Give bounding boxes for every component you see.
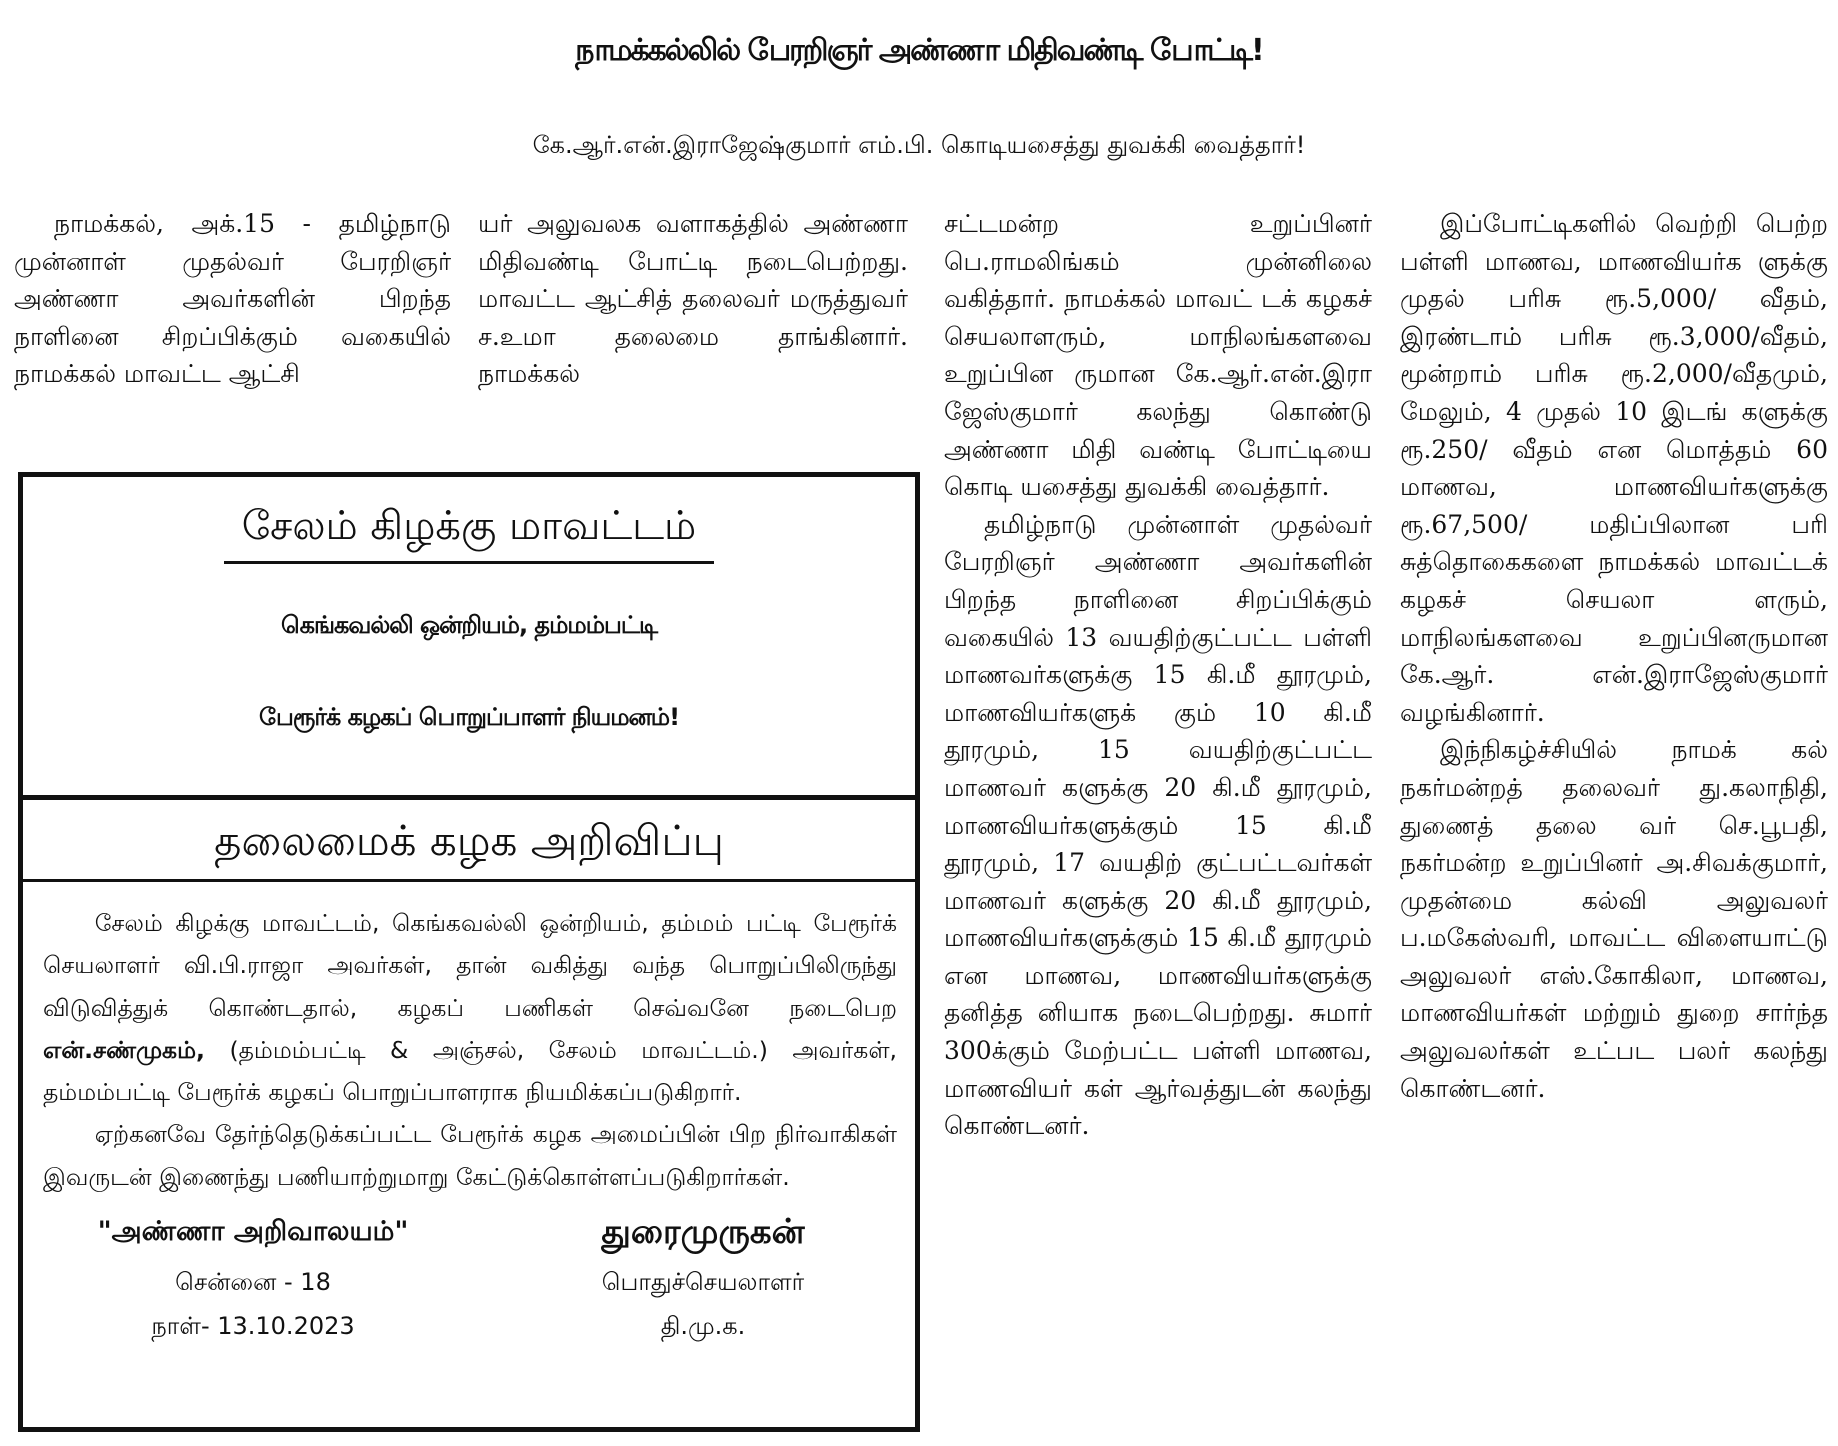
headline: நாமக்கல்லில் பேரறிஞர் அண்ணா மிதிவண்டி போட்டி!	[575, 33, 1263, 68]
notice-title-line-2: பேரூர்க் கழகப் பொறுப்பாளர் நியமனம்!	[258, 703, 680, 731]
notice-region-label: சேலம் கிழக்கு மாவட்டம்	[224, 495, 714, 564]
article-column-3	[944, 205, 1372, 1431]
article-paragraph: சட்டமன்ற உறுப்பினர் பெ.ராமலிங்கம் முன்னிலை வகித்தார். நாமக்கல் மாவட் டக் கழகச் செயலாளரும், மாநிலங்களவை உறுப்பின ருமான கே.ஆர்.என்.இரா ஜேஸ்குமார் கலந்து கொண்டு அண்ணா மிதி வண்டி போட்டியை கொடி யசைத்து துவக்கி வைத்தார்.	[944, 209, 1372, 502]
office-city: சென்னை - 18	[175, 1268, 331, 1297]
article-paragraph: இப்போட்டிகளில் வெற்றி பெற்ற பள்ளி மாணவ, மாணவியர்க ளுக்கு முதல் பரிசு ரூ.5,000/ வீதம், இரண்டாம் பரிசு ரூ.3,000/வீதம், மூன்றாம் பரிசு ரூ.2,000/வீதமும், மேலும், 4 முதல் 10 இடங் களுக்கு ரூ.250/ வீதம் என மொத்தம் 60 மாணவ, மாணவியர்களுக்கு ரூ.67,500/ மதிப்பிலான பரி சுத்தொகைகளை நாமக்கல் மாவட்டக் கழகச் செயலா ளரும், மாநிலங்களவை உறுப்பினருமான கே.ஆர். என்.இராஜேஸ்குமார் வழங்கினார்.	[1400, 209, 1828, 727]
article-paragraph: இந்நிகழ்ச்சியில் நாமக் கல் நகர்மன்றத் தலைவர் து.கலாநிதி, துணைத் தலை வர் செ.பூபதி, நகர்மன்ற உறுப்பினர் அ.சிவக்குமார், முதன்மை கல்வி அலுவலர் ப.மகேஸ்வரி, மாவட்ட விளையாட்டு அலுவலர் எஸ்.கோகிலா, மாணவ, மாணவியர்கள் மற்றும் துறை சார்ந்த அலுவலர்கள் உட்பட பலர் கலந்து கொண்டனர்.	[1400, 735, 1828, 1103]
notice-text: (தம்மம்பட்டி & அஞ்சல், சேலம் மாவட்டம்.) அவர்கள், தம்மம்பட்டி பேரூர்க் கழகப் பொறுப்பாளராக நியமிக்கப்படுகிறார்.	[43, 1035, 897, 1107]
subheadline: கே.ஆர்.என்.இராஜேஷ்குமார் எம்.பி. கொடியசைத்து துவக்கி வைத்தார்!	[532, 131, 1306, 159]
notice-signature-block	[23, 1204, 915, 1374]
notice-paragraph	[43, 902, 897, 1113]
notice-signatory	[553, 1204, 853, 1348]
notice-title-line-1: கெங்கவல்லி ஒன்றியம், தம்மம்பட்டி	[280, 611, 658, 639]
office-name: "அண்ணா அறிவாலயம்"	[97, 1216, 409, 1248]
notice-header	[23, 477, 915, 795]
notice-paragraph: ஏற்கனவே தேர்ந்தெடுக்கப்பட்ட பேரூர்க் கழக அமைப்பின் பிற நிர்வாகிகள் இவருடன் இணைந்து பணியாற்றுமாறு கேட்டுக்கொள்ளப்படுகிறார்கள்.	[43, 1120, 897, 1191]
article-column-4	[1400, 205, 1828, 1431]
party-notice-box	[18, 472, 920, 1432]
article-paragraph: யர் அலுவலக வளாகத்தில் அண்ணா மிதிவண்டி போட்டி நடைபெற்றது. மாவட்ட ஆட்சித் தலைவர் மருத்துவர் ச.உமா தலைமை தாங்கினார். நாமக்கல்	[478, 209, 908, 389]
article-paragraph: தமிழ்நாடு முன்னாள் முதல்வர் பேரறிஞர் அண்ணா அவர்களின் பிறந்த நாளினை சிறப்பிக்கும் வகையில் 13 வயதிற்குட்பட்ட பள்ளி மாணவர்களுக்கு 15 கி.மீ தூரமும், மாணவியர்களுக் கும் 10 கி.மீ தூரமும், 15 வயதிற்குட்பட்ட மாணவர் களுக்கு 20 கி.மீ தூரமும், மாணவியர்களுக்கும் 15 கி.மீ தூரமும், 17 வயதிற் குட்பட்டவர்கள் மாணவர் களுக்கு 20 கி.மீ தூரமும், மாணவியர்களுக்கும் 15 கி.மீ தூரமும் என மாணவ, மாணவியர்களுக்கு தனித்த னியாக நடைபெற்றது. சுமார் 300க்கும் மேற்பட்ட பள்ளி மாணவ, மாணவியர் கள் ஆர்வத்துடன் கலந்து கொண்டனர்.	[944, 509, 1372, 1141]
appointee-name: என்.சண்முகம்,	[43, 1035, 205, 1064]
notice-announcement: தலைமைக் கழக அறிவிப்பு	[23, 800, 915, 882]
notice-office	[63, 1204, 443, 1348]
article-column-1	[14, 205, 451, 448]
article-column-2	[478, 205, 908, 448]
signatory-designation: பொதுச்செயலாளர்	[601, 1268, 805, 1297]
notice-date: நாள்- 13.10.2023	[151, 1312, 355, 1341]
notice-title	[23, 579, 915, 763]
party-name: தி.மு.க.	[660, 1312, 746, 1341]
signatory-name: துரைமுருகன்	[601, 1212, 805, 1253]
notice-body	[23, 882, 915, 1198]
article-paragraph: நாமக்கல், அக்.15 - தமிழ்நாடு முன்னாள் முதல்வர் பேரறிஞர் அண்ணா அவர்களின் பிறந்த நாளினை சிறப்பிக்கும் வகையில் நாமக்கல் மாவட்ட ஆட்சி	[14, 209, 451, 389]
notice-text: சேலம் கிழக்கு மாவட்டம், கெங்கவல்லி ஒன்றியம், தம்மம் பட்டி பேரூர்க் செயலாளர் வி.பி.ராஜா அவர்கள், தான் வகித்து வந்த பொறுப்பிலிருந்து விடுவித்துக் கொண்டதால், கழகப் பணிகள் செவ்வனே நடைபெற	[43, 909, 897, 1022]
notice-region	[23, 495, 915, 564]
